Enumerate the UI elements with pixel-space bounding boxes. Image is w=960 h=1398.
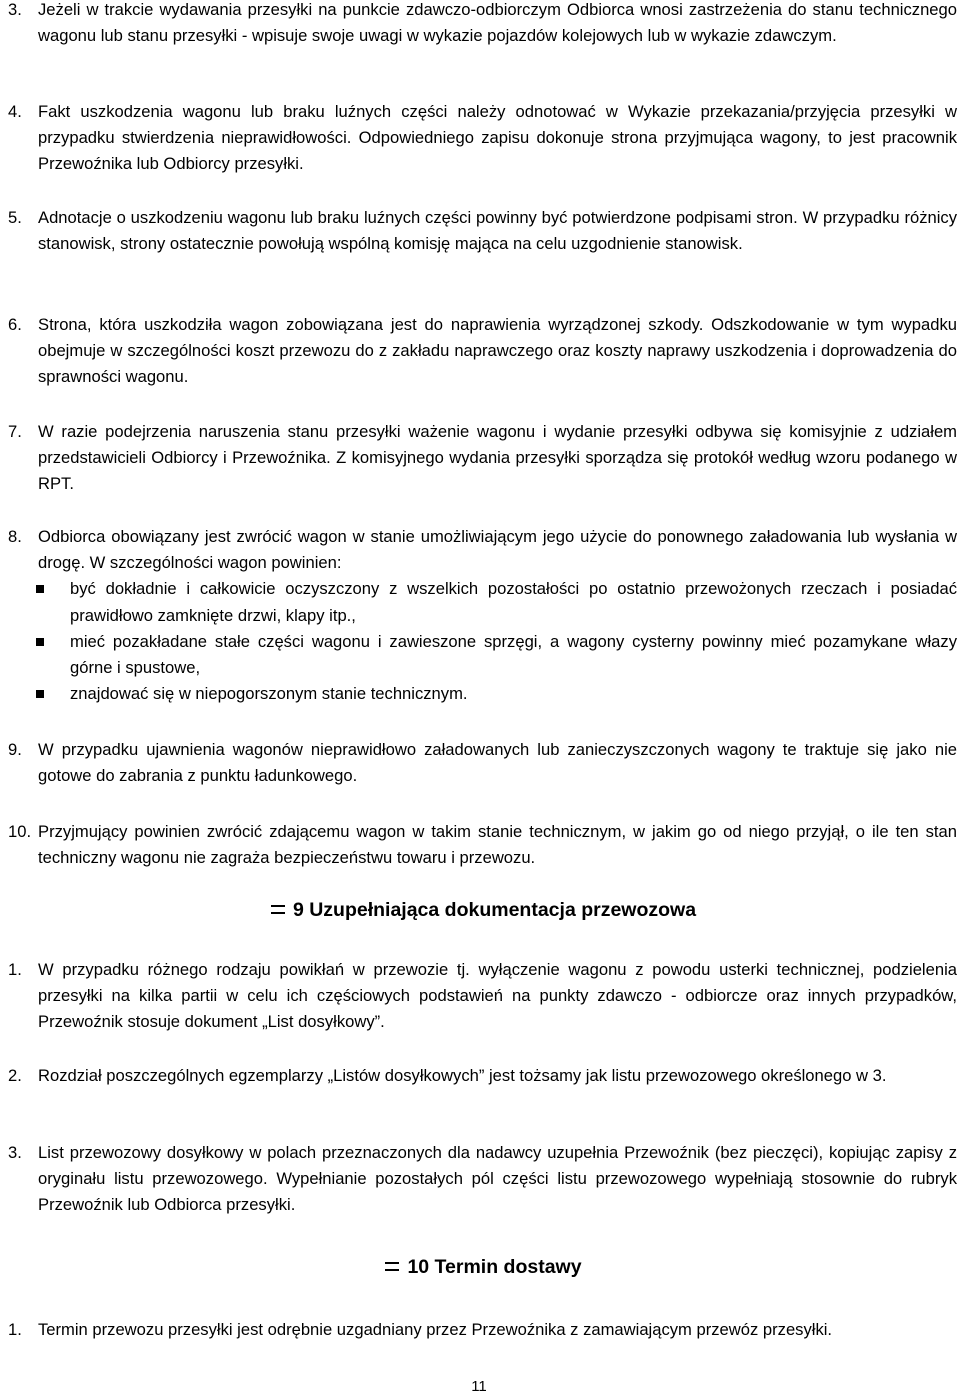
item-text: Adnotacje o uszkodzeniu wagonu lub braku luźnych części powinny być potwierdzone podpisami stron. W przypadku różnicy stanowisk, strony ostatecznie powołują wspólną komisję mająca na celu uzgodnienie stanowisk. xyxy=(38,208,957,254)
item-text: Jeżeli w trakcie wydawania przesyłki na punkcie zdawczo-odbiorczym Odbiorca wnosi zastrzeżenia do stanu technicznego wagonu lub stanu przesyłki - wpisuje swoje uwagi w wykazie pojazdów kolejowych lub w wykazie zdawczym. xyxy=(38,0,957,46)
heading-marker-icon xyxy=(269,900,287,920)
item-number: 8. xyxy=(8,527,22,546)
item-text: Rozdział poszczególnych egzemplarzy „Listów dosyłkowych” jest tożsamy jak listu przewozowego określonego w 3. xyxy=(38,1066,887,1085)
list-item-9 xyxy=(8,737,957,789)
item-number: 1. xyxy=(8,1320,22,1339)
list-item-7 xyxy=(8,419,957,498)
item-number: 6. xyxy=(8,315,22,334)
bullet-text: znajdować się w niepogorszonym stanie technicznym. xyxy=(70,684,468,704)
page-number: 11 xyxy=(471,1378,487,1395)
list-item-6 xyxy=(8,312,957,391)
item-text: Strona, która uszkodziła wagon zobowiązana jest do naprawienia wyrządzonej szkody. Odszkodowanie w tym wypadku obejmuje w szczególności koszt przewozu do z zakładu naprawczego oraz koszty naprawy uszkodzenia i doprowadzenia do sprawności wagonu. xyxy=(38,315,957,387)
section9-item-3 xyxy=(8,1140,957,1219)
section-heading-9 xyxy=(8,897,957,923)
item-number: 5. xyxy=(8,208,22,227)
item-text: Termin przewozu przesyłki jest odrębnie uzgadniany przez Przewoźnika z zamawiającym przewóz przesyłki. xyxy=(38,1320,833,1339)
bullet-list xyxy=(38,576,957,707)
square-bullet-icon xyxy=(36,585,44,593)
item-number: 7. xyxy=(8,422,22,441)
section-heading-10 xyxy=(8,1254,957,1280)
bullet-text: być dokładnie i całkowicie oczyszczony z wszelkich pozostałości po ostatnio przewożonych rzeczach i posiadać prawidłowo zamknięte drzwi, klapy itp., xyxy=(70,579,957,625)
square-bullet-icon xyxy=(36,690,44,698)
list-item-8 xyxy=(8,524,957,707)
document-page xyxy=(8,0,957,1398)
bullet-item xyxy=(8,629,957,681)
section-title: 9 Uzupełniająca dokumentacja przewozowa xyxy=(292,899,697,921)
item-text: List przewozowy dosyłkowy w polach przeznaczonych dla nadawcy uzupełnia Przewoźnik (bez pieczęci), kopiując zapisy z oryginału listu przewozowego. Wypełnianie pozostałych pól części listu przewozowego wypełniają stosownie do rubryk Przewoźnik lub Odbiorca przesyłki. xyxy=(38,1143,957,1215)
section9-item-1 xyxy=(8,957,957,1036)
item-number: 2. xyxy=(8,1066,22,1085)
list-item-5 xyxy=(8,205,957,257)
item-text: Fakt uszkodzenia wagonu lub braku luźnych części należy odnotować w Wykazie przekazania/przyjęcia przesyłki w przypadku stwierdzenia nieprawidłowości. Odpowiedniego zapisu dokonuje strona przyjmująca wagony, to jest pracownik Przewoźnika lub Odbiorcy przesyłki. xyxy=(38,102,957,174)
bullet-item xyxy=(8,681,957,707)
item-text: Przyjmujący powinien zwrócić zdającemu wagon w takim stanie technicznym, w jakim go od niego przyjął, o ile ten stan techniczny wagonu nie zagraża bezpieczeństwu towaru i przewozu. xyxy=(38,822,957,868)
item-text: W razie podejrzenia naruszenia stanu przesyłki ważenie wagonu i wydanie przesyłki odbywa się komisyjnie z udziałem przedstawicieli Odbiorcy i Przewoźnika. Z komisyjnego wydania przesyłki sporządza się protokół według wzoru podanego w RPT. xyxy=(38,422,957,494)
item-text: Odbiorca obowiązany jest zwrócić wagon w stanie umożliwiającym jego użycie do ponownego załadowania lub wysłania w drogę. W szczególności wagon powinien: xyxy=(38,527,957,573)
item-number: 3. xyxy=(8,0,22,19)
item-number: 4. xyxy=(8,102,22,121)
list-item-4 xyxy=(8,99,957,178)
item-text: W przypadku różnego rodzaju powikłań w przewozie tj. wyłączenie wagonu z powodu usterki technicznej, podzielenia przesyłki na kilka partii w celu ich częściowych podstawień na punkty zdawczo - odbiorcze oraz innych przypadków, Przewoźnik stosuje dokument „List dosyłkowy”. xyxy=(38,960,957,1032)
section10-item-1 xyxy=(8,1317,957,1343)
section9-item-2 xyxy=(8,1063,957,1089)
section-title: 10 Termin dostawy xyxy=(407,1256,582,1278)
item-number: 9. xyxy=(8,740,22,759)
list-item-3 xyxy=(8,0,957,49)
item-number: 10. xyxy=(8,822,32,841)
item-text: W przypadku ujawnienia wagonów nieprawidłowo załadowanych lub zanieczyszczonych wagony te traktuje się jako nie gotowe do zabrania z punktu ładunkowego. xyxy=(38,740,957,786)
bullet-item xyxy=(8,576,957,628)
bullet-text: mieć pozakładane stałe części wagonu i zawieszone sprzęgi, a wagony cysterny powinny mieć pozamykane włazy górne i spustowe, xyxy=(70,631,957,678)
item-number: 1. xyxy=(8,960,22,979)
square-bullet-icon xyxy=(36,638,44,646)
item-number: 3. xyxy=(8,1143,22,1162)
list-item-10 xyxy=(8,819,957,871)
heading-marker-icon xyxy=(383,1257,401,1277)
